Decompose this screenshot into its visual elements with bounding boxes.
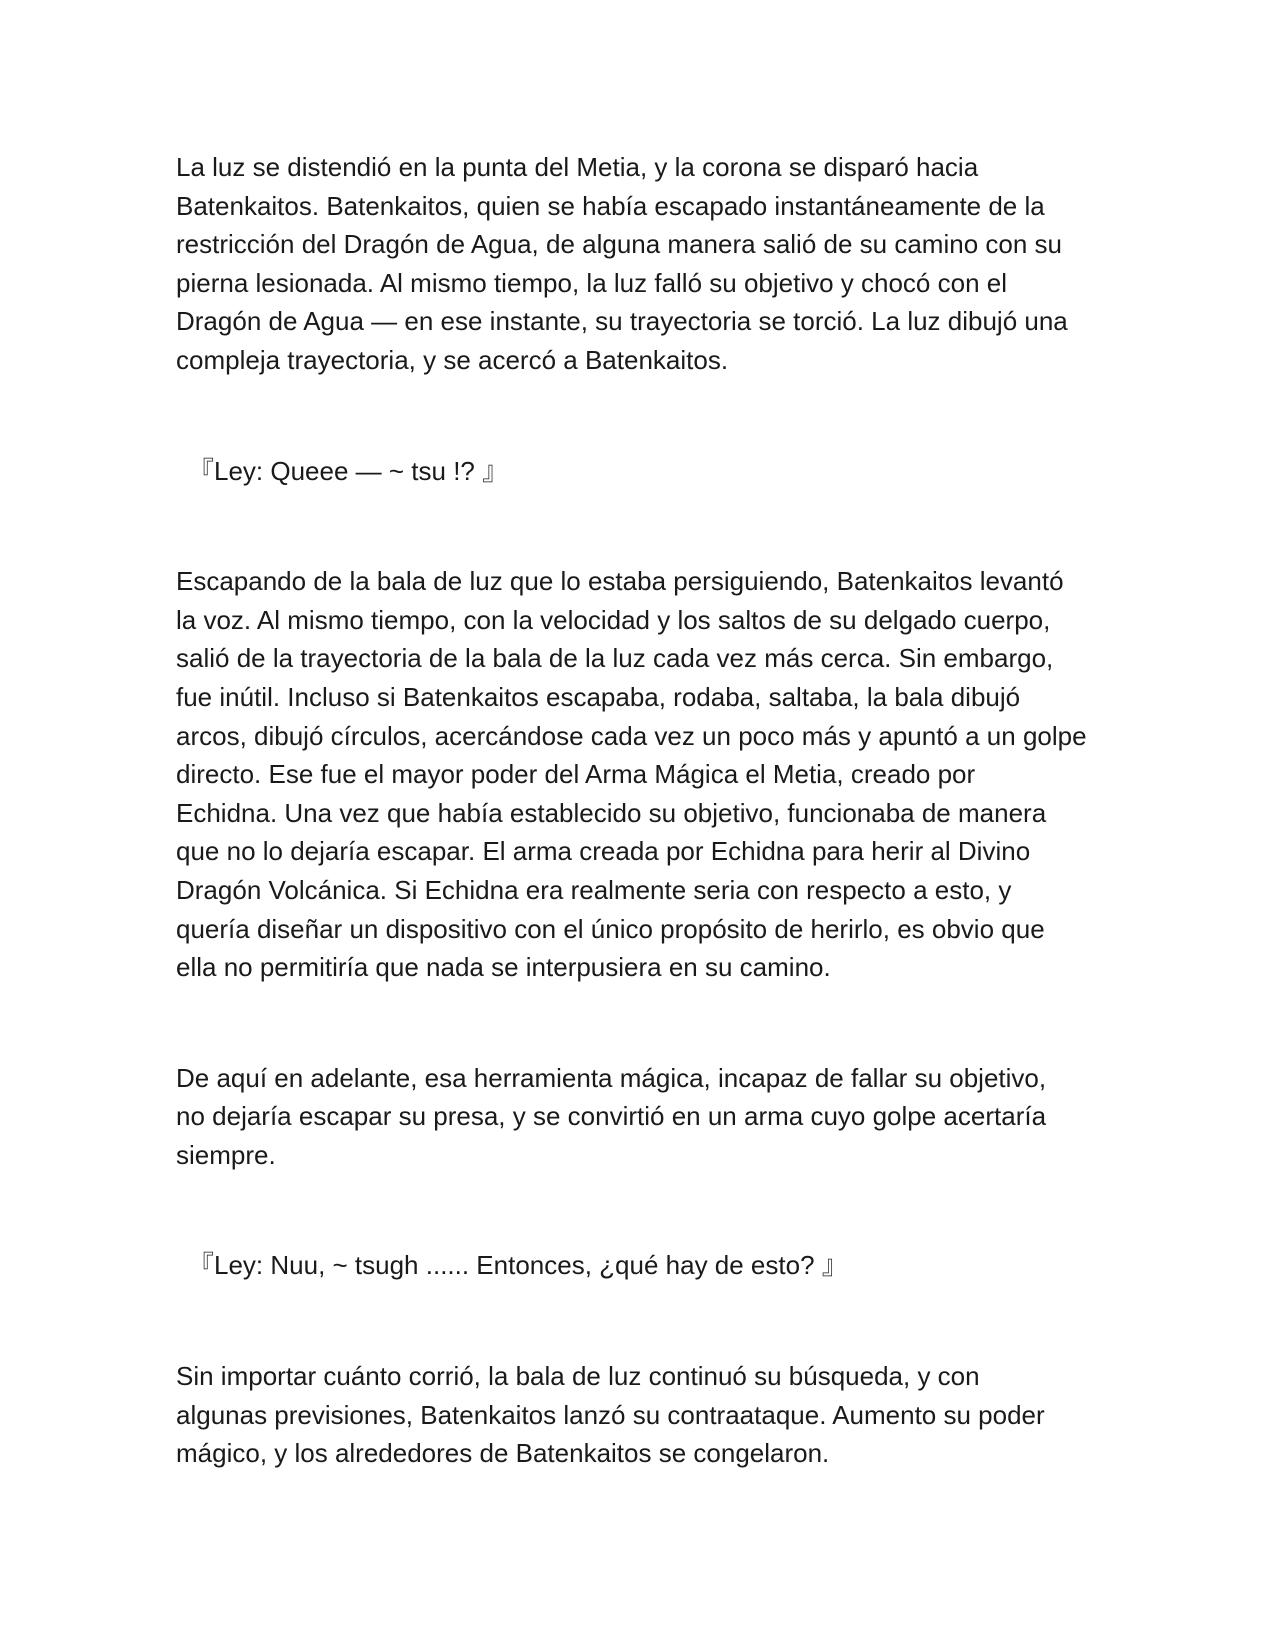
text-line: ella no permitiría que nada se interpusiera en su camino.: [176, 952, 831, 983]
text-line: mágico, y los alrededores de Batenkaitos se congelaron.: [176, 1438, 830, 1469]
paragraph-spacer: [176, 987, 1106, 1059]
text-line: Echidna. Una vez que había establecido su objetivo, funcionaba de manera: [176, 797, 1047, 828]
paragraph-spacer: [176, 490, 1106, 562]
paragraph-3: [176, 1059, 1106, 1175]
paragraph-spacer: [176, 1285, 1106, 1357]
text-line: directo. Ese fue el mayor poder del Arma Mágica el Metia, creado por: [176, 759, 976, 790]
text-line: la voz. Al mismo tiempo, con la velocidad y los saltos de su delgado cuerpo,: [176, 604, 1051, 635]
text-line: Sin importar cuánto corrió, la bala de luz continuó su búsqueda, y con: [176, 1361, 980, 1392]
text-line: no dejaría escapar su presa, y se convirtió en un arma cuyo golpe acertaría: [176, 1101, 1047, 1132]
text-line: quería diseñar un dispositivo con el único propósito de herirlo, es obvio que: [176, 913, 1045, 944]
text-line: pierna lesionada. Al mismo tiempo, la luz falló su objetivo y chocó con el: [176, 267, 1007, 298]
text-line: salió de la trayectoria de la bala de la luz cada vez más cerca. Sin embargo,: [176, 643, 1054, 674]
text-line: restricción del Dragón de Agua, de alguna manera salió de su camino con su: [176, 229, 1062, 260]
text-line: Dragón Volcánica. Si Echidna era realmente seria con respecto a esto, y: [176, 874, 1012, 905]
dialogue-2: 『Ley: Nuu, ~ tsugh ...... Entonces, ¿qué hay de esto? 』: [188, 1250, 848, 1281]
text-line: compleja trayectoria, y se acercó a Batenkaitos.: [176, 344, 729, 375]
document-page: [176, 148, 1106, 1473]
text-line: que no lo dejaría escapar. El arma creada por Echidna para herir al Divino: [176, 836, 1031, 867]
text-line: algunas previsiones, Batenkaitos lanzó su contraataque. Aumento su poder: [176, 1399, 1045, 1430]
text-line: Escapando de la bala de luz que lo estaba persiguiendo, Batenkaitos levantó: [176, 566, 1064, 597]
paragraph-4: [176, 1357, 1106, 1473]
text-line: fue inútil. Incluso si Batenkaitos escapaba, rodaba, saltaba, la bala dibujó: [176, 681, 1021, 712]
paragraph-1: [176, 148, 1106, 380]
paragraph-2: [176, 562, 1106, 987]
text-line: siempre.: [176, 1139, 276, 1170]
text-line: Batenkaitos. Batenkaitos, quien se había escapado instantáneamente de la: [176, 190, 1045, 221]
text-line: arcos, dibujó círculos, acercándose cada vez un poco más y apuntó a un golpe: [176, 720, 1087, 751]
text-line: La luz se distendió en la punta del Metia, y la corona se disparó hacia: [176, 152, 979, 182]
dialogue-1: 『Ley: Queee ― ~ tsu !? 』: [188, 455, 509, 486]
paragraph-spacer: [176, 380, 1106, 452]
text-line: Dragón de Agua ― en ese instante, su trayectoria se torció. La luz dibujó una: [176, 306, 1068, 337]
paragraph-spacer: [176, 1174, 1106, 1246]
text-line: De aquí en adelante, esa herramienta mágica, incapaz de fallar su objetivo,: [176, 1062, 1047, 1093]
